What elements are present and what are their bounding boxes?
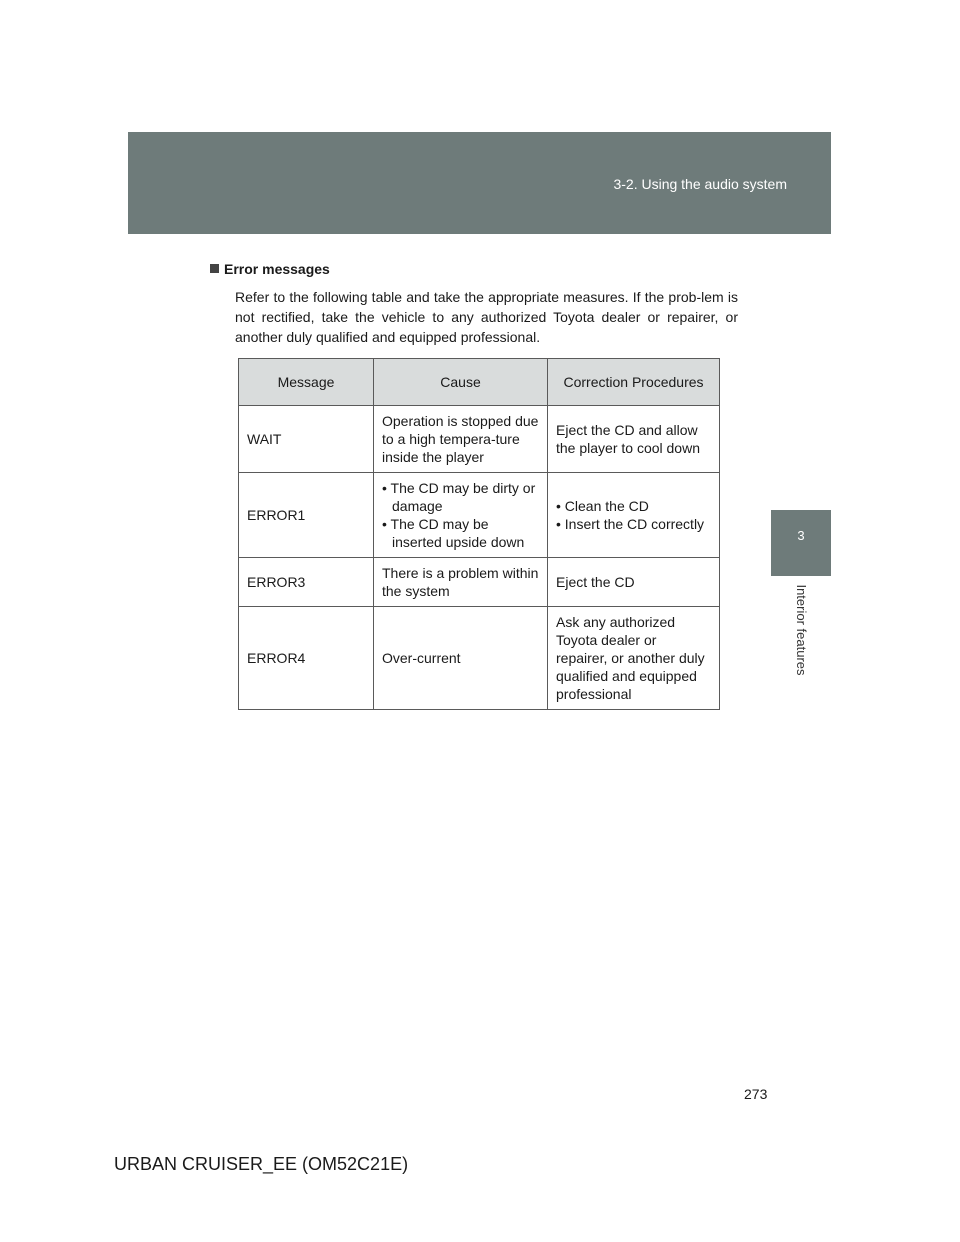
section-heading bbox=[210, 261, 330, 277]
column-header-correction: Correction Procedures bbox=[548, 359, 720, 406]
message-cell: ERROR1 bbox=[239, 473, 374, 558]
message-cell: WAIT bbox=[239, 406, 374, 473]
list-item: • Insert the CD correctly bbox=[556, 515, 711, 533]
list-item: • Clean the CD bbox=[556, 497, 711, 515]
message-cell: ERROR3 bbox=[239, 558, 374, 607]
page-number: 273 bbox=[744, 1086, 768, 1102]
column-header-message: Message bbox=[239, 359, 374, 406]
chapter-number: 3 bbox=[797, 528, 805, 543]
cause-list bbox=[382, 479, 539, 551]
correction-cell bbox=[548, 473, 720, 558]
correction-cell: Eject the CD bbox=[548, 558, 720, 607]
cause-cell: There is a problem within the system bbox=[374, 558, 548, 607]
heading-text: Error messages bbox=[224, 261, 330, 277]
table-row bbox=[239, 406, 720, 473]
column-header-cause: Cause bbox=[374, 359, 548, 406]
table-row bbox=[239, 607, 720, 710]
square-bullet-icon bbox=[210, 264, 219, 273]
table-row bbox=[239, 558, 720, 607]
header-band bbox=[128, 132, 831, 234]
correction-cell: Eject the CD and allow the player to cool down bbox=[548, 406, 720, 473]
list-item: • The CD may be inserted upside down bbox=[382, 515, 539, 551]
cause-cell bbox=[374, 473, 548, 558]
table-row bbox=[239, 473, 720, 558]
table-header-row bbox=[239, 359, 720, 406]
intro-paragraph: Refer to the following table and take the appropriate measures. If the prob-lem is not rectified, take the vehicle to any authorized Toyota dealer or repairer, or another duly qualified and equipped professional. bbox=[235, 289, 738, 345]
cause-cell: Over-current bbox=[374, 607, 548, 710]
chapter-label: Interior features bbox=[794, 584, 809, 676]
section-title: 3-2. Using the audio system bbox=[613, 176, 787, 192]
cause-cell: Operation is stopped due to a high tempera-ture inside the player bbox=[374, 406, 548, 473]
correction-cell: Ask any authorized Toyota dealer or repairer, or another duly qualified and equipped professional bbox=[548, 607, 720, 710]
error-messages-table bbox=[238, 358, 720, 710]
footer-model-code: URBAN CRUISER_EE (OM52C21E) bbox=[114, 1154, 409, 1174]
message-cell: ERROR4 bbox=[239, 607, 374, 710]
list-item: • The CD may be dirty or damage bbox=[382, 479, 539, 515]
correction-list bbox=[556, 497, 711, 533]
